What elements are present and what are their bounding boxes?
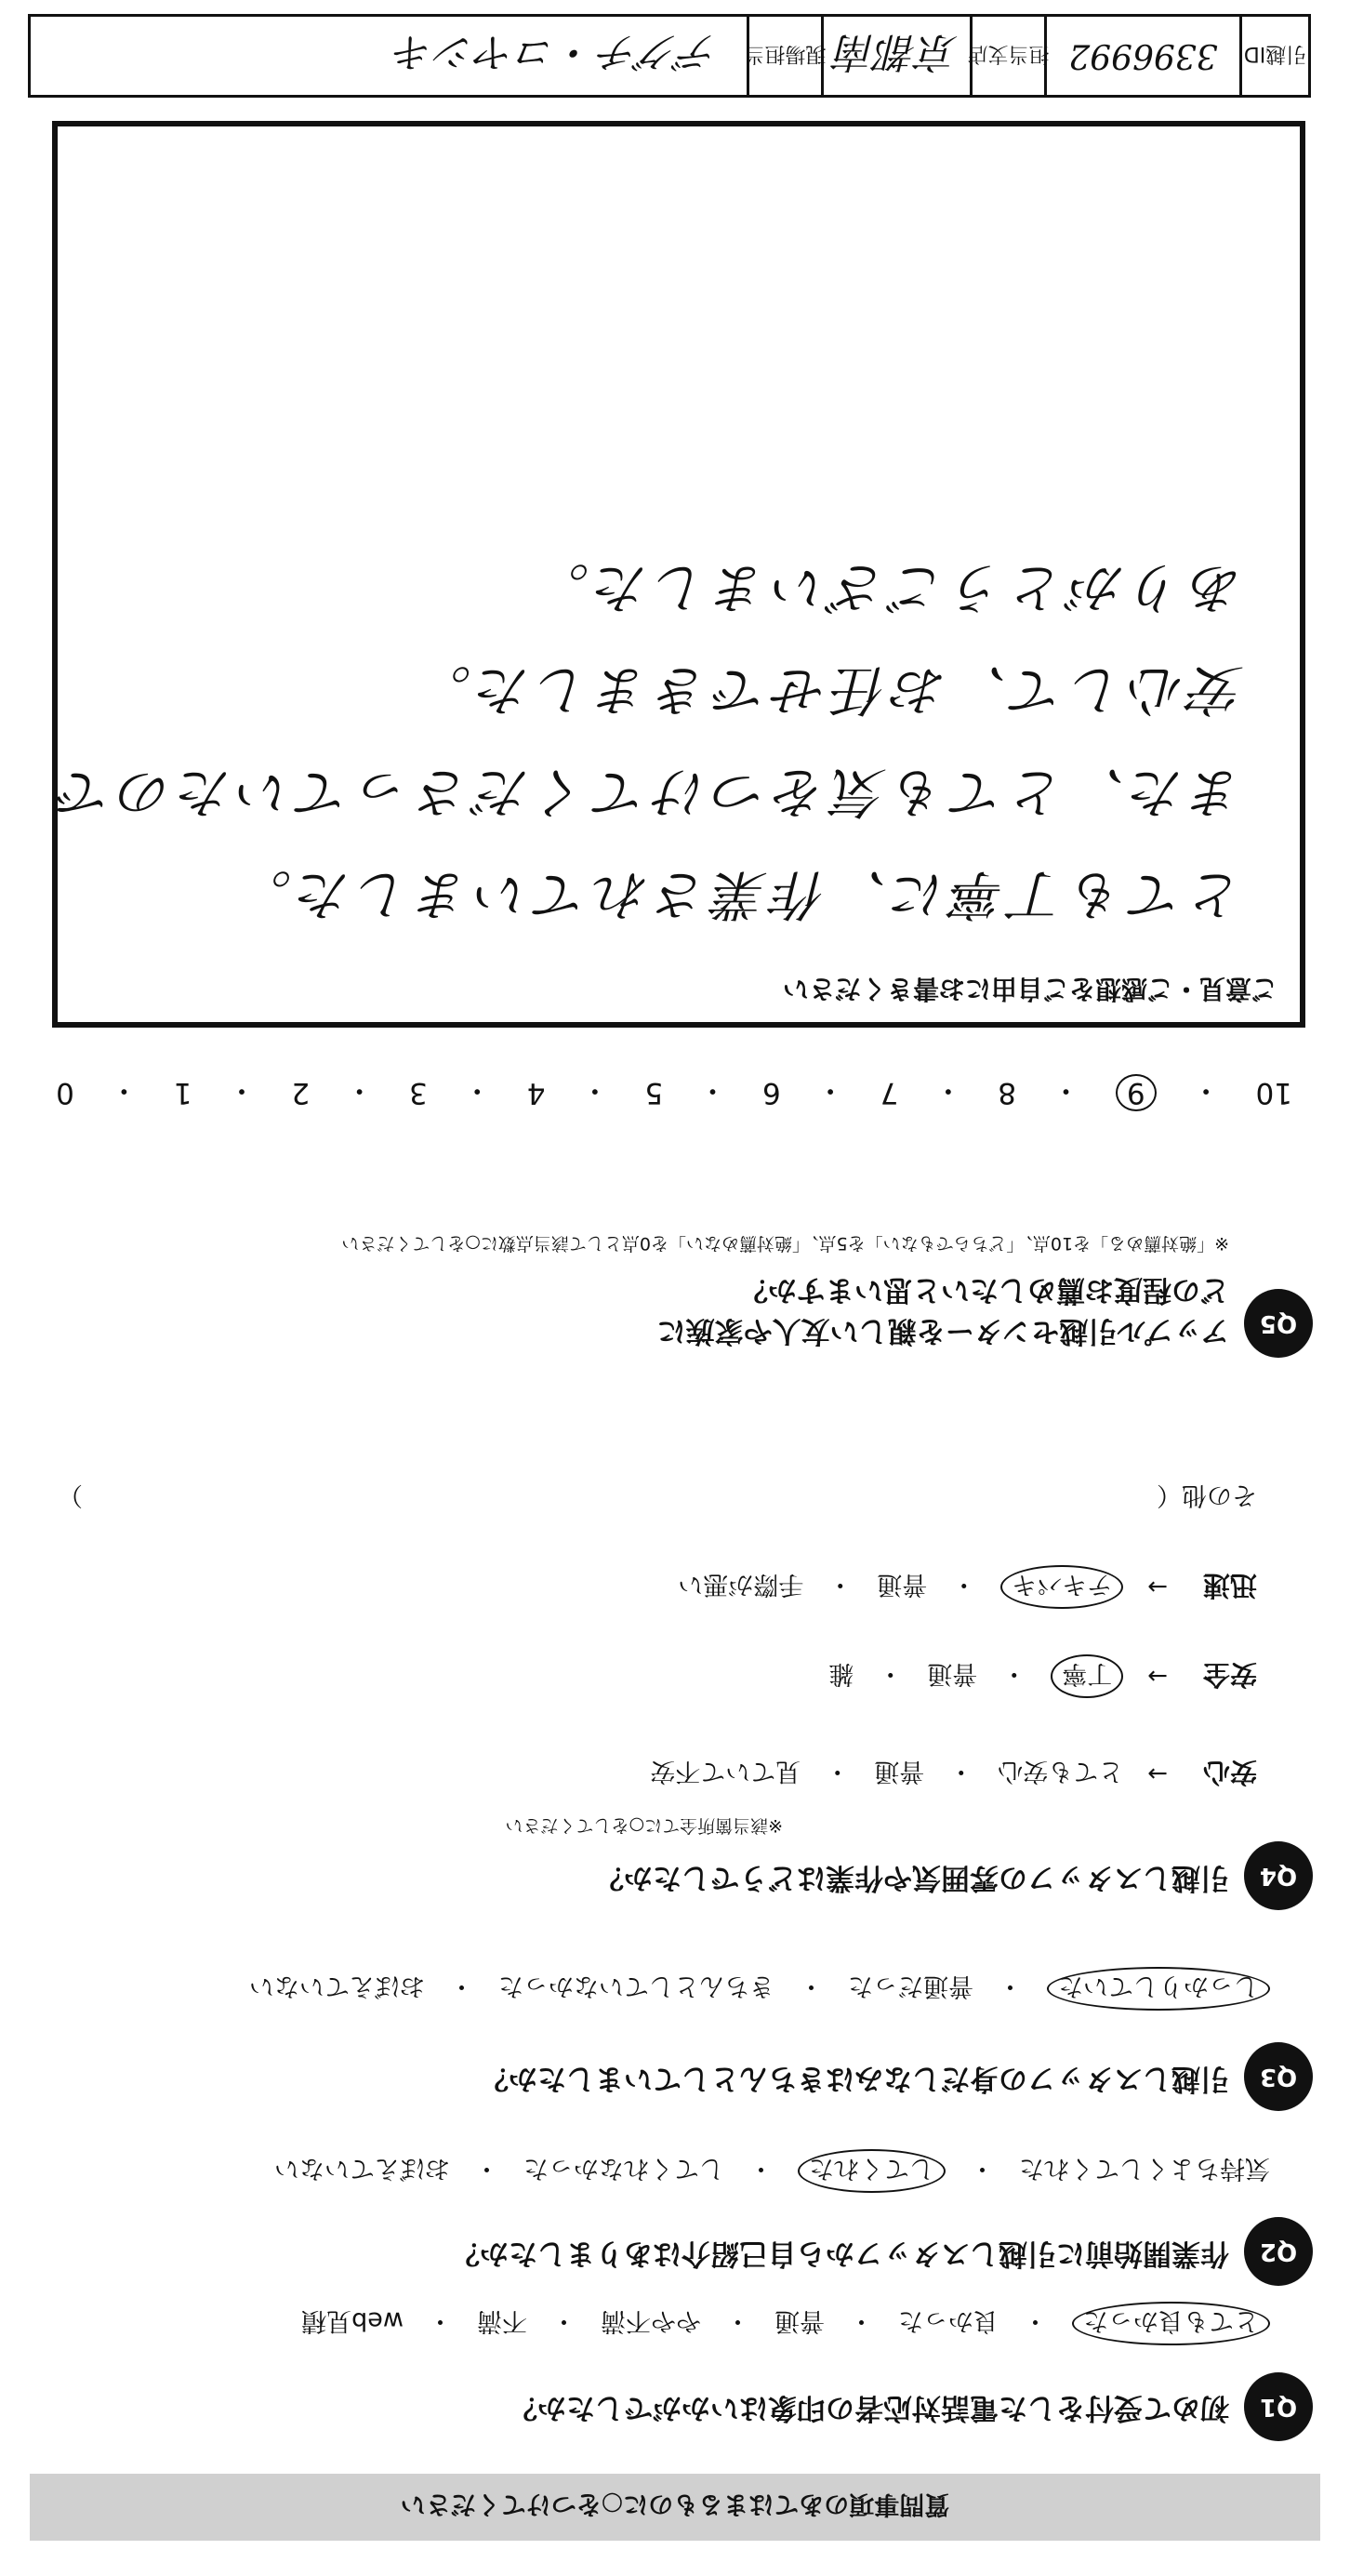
scale-7[interactable]: 7 (880, 1076, 899, 1110)
scale-1[interactable]: 1 (173, 1076, 192, 1110)
comment-box[interactable] (52, 121, 1305, 1028)
q4-anzen-option-3[interactable]: 雑 (828, 1659, 854, 1688)
q5-text-line1: アップル引越センターを親しい友人や家族に (656, 1314, 1229, 1348)
comment-line-4: ありがとうございました。 (529, 556, 1244, 619)
comment-line-1: とても丁寧に、作業されていました。 (232, 863, 1244, 926)
scale-10[interactable]: 10 (1255, 1076, 1292, 1110)
id-label: 引越ID (1239, 17, 1308, 95)
q2-option-1[interactable]: 気持ちよくしてくれた (1019, 2154, 1270, 2183)
arrow-icon: → (1147, 1573, 1168, 1601)
q2-option-3[interactable]: してくれなかった (523, 2154, 724, 2183)
q2-options: 気持ちよくしてくれた ・ してくれた ・ してくれなかった ・ おぼえていない (274, 2149, 1270, 2193)
q2-option-2[interactable]: してくれた (798, 2149, 946, 2193)
id-value: 3396992 (1044, 17, 1239, 95)
q4-other-row (58, 1480, 1257, 1516)
scale-4[interactable]: 4 (526, 1076, 546, 1110)
q4-anshin-option-3[interactable]: 見ていて不安 (650, 1757, 801, 1786)
q4-category-anzen: 安全 → 丁寧 ・ 普通 ・ 雑 (828, 1654, 1257, 1698)
instruction-text: 質問事項のあてはまるものに○をつけてください (400, 2490, 950, 2519)
q5-scale: 10 ・ 9 ・ 8 ・ 7 ・ 6 ・ 5 ・ 4 ・ 3 ・ 2 ・ 1 ・ 0 (56, 1073, 1292, 1110)
leader-value: デグチ・コヤシキ (393, 28, 719, 75)
q4-category-label: 安心 (1202, 1757, 1257, 1788)
q5-text-line2: どの程度お薦めしたいと思いますか？ (739, 1273, 1229, 1307)
q4-other-label: その他（ (1157, 1481, 1257, 1509)
scale-3[interactable]: 3 (409, 1076, 428, 1110)
q3-options: しっかりしていた ・ 普通だった ・ きちんとしていなかった ・ おぼえていない (249, 1967, 1270, 2011)
q4-category-label: 迅速 (1202, 1570, 1257, 1601)
q4-anshin-option-1[interactable]: とても安心 (998, 1757, 1124, 1786)
q4-anzen-option-1[interactable]: 丁寧 (1051, 1654, 1123, 1698)
q4-badge: Q4 (1244, 1841, 1313, 1910)
q1-badge: Q1 (1244, 2372, 1313, 2441)
q2-text: 作業開始前に引越しスタッフから自己紹介はありましたか？ (451, 2237, 1229, 2270)
q4-anzen-option-2[interactable]: 普通 (927, 1659, 978, 1688)
scale-2[interactable]: 2 (291, 1076, 311, 1110)
q2-option-4[interactable]: おぼえていない (274, 2154, 450, 2183)
q3-text: 引越しスタッフの身だしなみはきちんとしていましたか？ (480, 2062, 1229, 2095)
q5-note: ※「絶対薦める」を10点、「どちらでもない」を5点、「絶対薦めない」を0点として該当点数に○をしてください (341, 1233, 1229, 1254)
scale-9[interactable]: 9 (1116, 1075, 1157, 1112)
scale-5[interactable]: 5 (644, 1076, 664, 1110)
branch-label: 担当支店 (970, 17, 1044, 95)
q1-option-5[interactable]: 不満 (477, 2306, 527, 2335)
q1-options: とても良かった ・ 良かった ・ 普通 ・ やや不満 ・ 不満 ・ web見積 (301, 2302, 1270, 2345)
q2-badge: Q2 (1244, 2217, 1313, 2286)
q4-note: ※該当箇所全てに○をしてください (505, 1815, 783, 1836)
q1-option-6[interactable]: web見積 (301, 2306, 404, 2335)
header-strip (28, 14, 1311, 98)
comment-line-3: 安心して、お任せできました。 (412, 658, 1244, 722)
comment-title: ご意見・ご感想をご自由にお書きください (782, 974, 1277, 1004)
q1-option-1[interactable]: とても良かった (1072, 2302, 1270, 2345)
q4-category-jinsoku: 迅速 → テキパキ ・ 普通 ・ 手際が悪い (678, 1565, 1257, 1609)
q5-badge: Q5 (1244, 1289, 1313, 1358)
q1-option-2[interactable]: 良かった (898, 2306, 999, 2335)
arrow-icon: → (1147, 1662, 1168, 1691)
comment-line-2: また、とても気をつけてくださっていたので (53, 761, 1244, 824)
q1-option-3[interactable]: 普通 (774, 2306, 825, 2335)
branch-value: 京都南 (821, 17, 970, 95)
q4-text: 引越しスタッフの雰囲気や作業はどうでしたか？ (595, 1861, 1229, 1894)
q3-badge: Q3 (1244, 2042, 1313, 2111)
q4-jinsoku-option-3[interactable]: 手際が悪い (678, 1570, 804, 1599)
q1-text: 初めて受付をした電話対応者の印象はいかがでしたか？ (509, 2391, 1229, 2424)
arrow-icon: → (1147, 1759, 1168, 1788)
scale-8[interactable]: 8 (998, 1076, 1016, 1110)
q4-anshin-option-2[interactable]: 普通 (874, 1757, 925, 1786)
leader-label: 現場担当 (747, 17, 821, 95)
q3-option-1[interactable]: しっかりしていた (1047, 1967, 1270, 2011)
q1-option-4[interactable]: やや不満 (601, 2306, 701, 2335)
q3-option-3[interactable]: きちんとしていなかった (498, 1972, 774, 2000)
instruction-bar (30, 2474, 1320, 2541)
q4-jinsoku-option-2[interactable]: 普通 (877, 1570, 928, 1599)
q3-option-4[interactable]: おぼえていない (249, 1972, 425, 2000)
q3-option-2[interactable]: 普通だった (848, 1972, 973, 2000)
scale-0[interactable]: 0 (56, 1076, 74, 1110)
q4-category-anshin: 安心 → とても安心 ・ 普通 ・ 見ていて不安 (650, 1755, 1257, 1793)
q4-jinsoku-option-1[interactable]: テキパキ (1000, 1565, 1123, 1609)
scale-6[interactable]: 6 (761, 1076, 781, 1110)
q4-other-close: ） (58, 1481, 83, 1509)
q4-category-label: 安全 (1202, 1659, 1257, 1691)
